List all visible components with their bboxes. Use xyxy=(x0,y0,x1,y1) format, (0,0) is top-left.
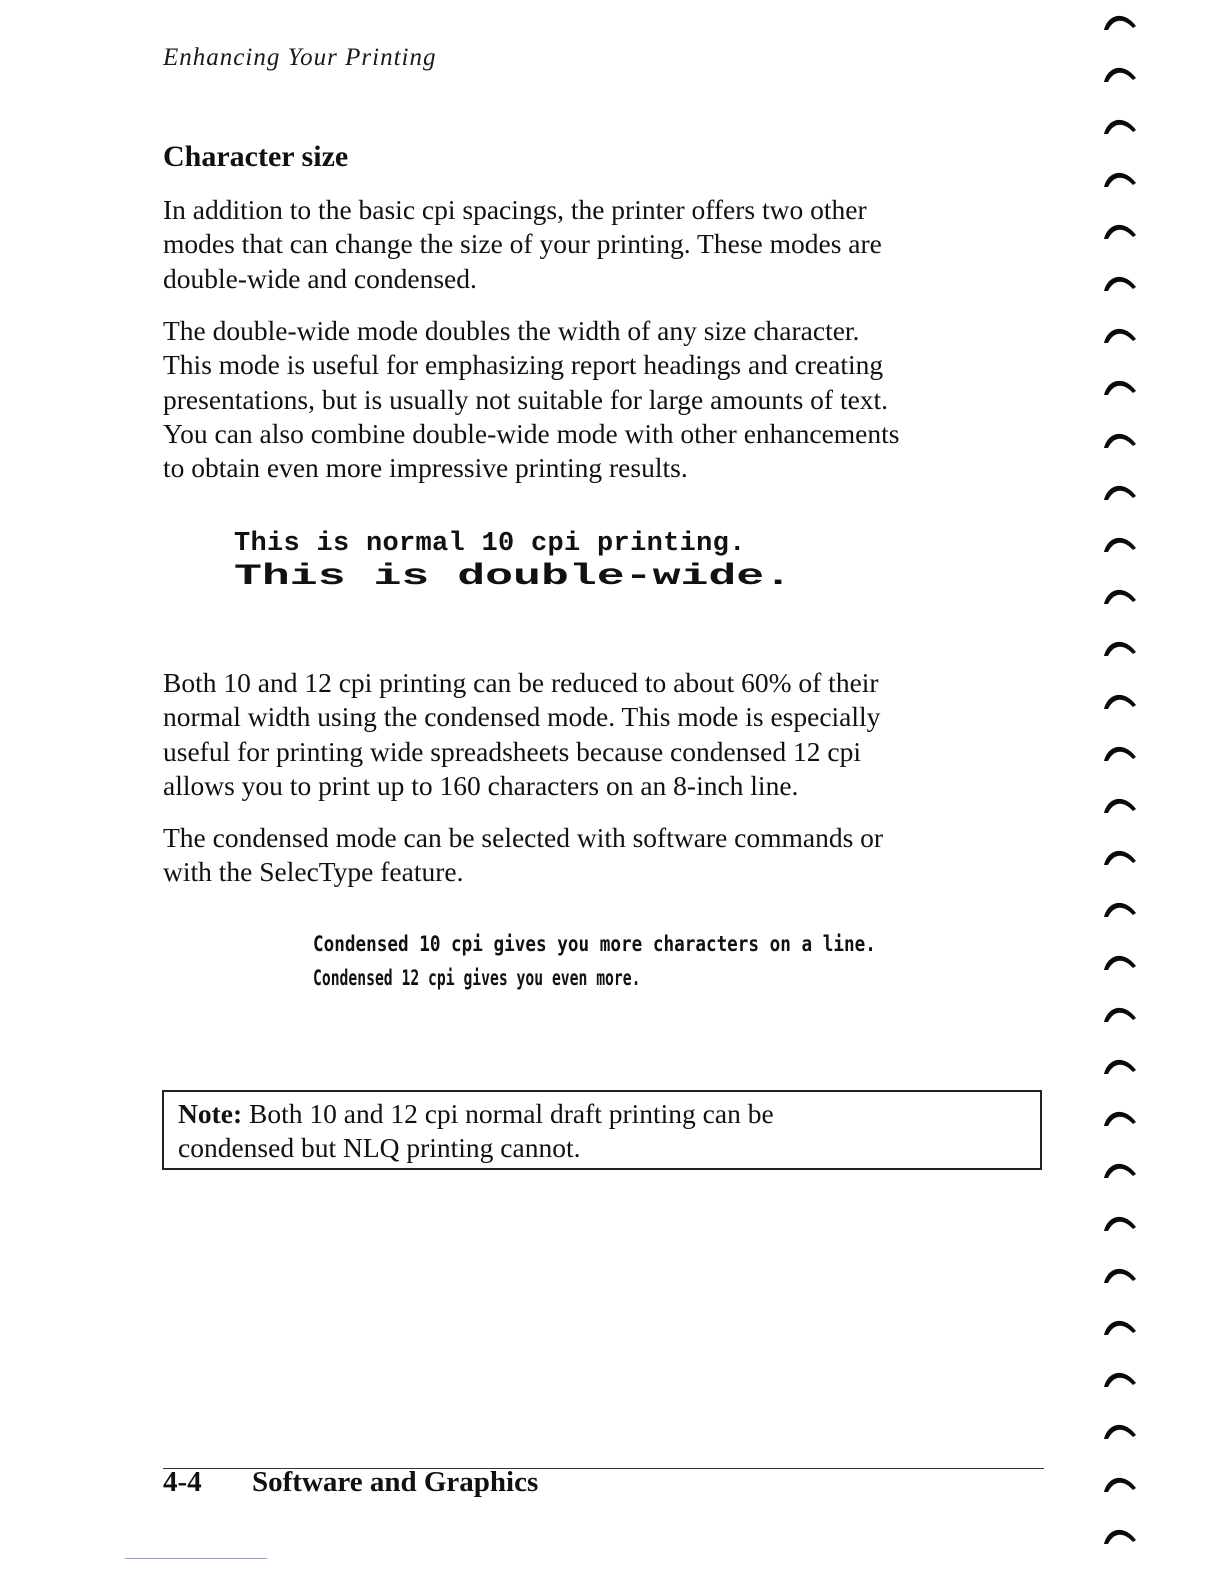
sample-condensed-10cpi: Condensed 10 cpi gives you more characters on a line. xyxy=(313,932,876,956)
binding-ring xyxy=(1100,634,1140,658)
running-head: Enhancing Your Printing xyxy=(163,44,437,71)
binding-ring xyxy=(1100,1104,1140,1128)
binding-ring xyxy=(1100,582,1140,606)
binding-ring xyxy=(1100,739,1140,763)
text-line: The condensed mode can be selected with software commands or xyxy=(163,822,884,853)
binding-ring xyxy=(1100,1000,1140,1024)
paragraph-selectype xyxy=(163,821,1053,890)
binding-ring xyxy=(1100,1313,1140,1337)
binding-ring xyxy=(1100,1052,1140,1076)
footer-section-title: Software and Graphics xyxy=(252,1466,539,1498)
scan-mark xyxy=(125,1558,267,1559)
paragraph-condensed xyxy=(163,666,1053,803)
text-line: normal width using the condensed mode. This mode is especially xyxy=(163,701,881,733)
binding-ring xyxy=(1100,217,1140,241)
binding-ring xyxy=(1100,895,1140,919)
binding-ring xyxy=(1100,321,1140,345)
text-line: allows you to print up to 160 characters on an 8-inch line. xyxy=(163,769,799,801)
binding-ring xyxy=(1100,1156,1140,1180)
binding-ring xyxy=(1100,791,1140,815)
binding-ring xyxy=(1100,269,1140,293)
binding-ring xyxy=(1100,1522,1140,1546)
sample-double-wide: This is double-wide. xyxy=(234,560,793,594)
sample-condensed-12cpi: Condensed 12 cpi gives you even more. xyxy=(313,966,641,990)
text-line: This mode is useful for emphasizing report headings and creating xyxy=(163,349,884,381)
text-line: In addition to the basic cpi spacings, the printer offers two other xyxy=(163,194,867,225)
binding-ring xyxy=(1100,373,1140,397)
binding-ring xyxy=(1100,112,1140,136)
text-line: Both 10 and 12 cpi printing can be reduced to about 60% of their xyxy=(163,667,879,698)
binding-ring xyxy=(1100,1417,1140,1441)
binding-ring xyxy=(1100,1261,1140,1285)
section-heading: Character size xyxy=(163,140,349,173)
paragraph-double-wide xyxy=(163,314,1053,485)
note-label: Note: xyxy=(178,1098,243,1129)
note-line-2: condensed but NLQ printing cannot. xyxy=(178,1132,581,1163)
binding-ring xyxy=(1100,948,1140,972)
text-line: You can also combine double-wide mode with other enhancements xyxy=(163,417,900,449)
text-line: double-wide and condensed. xyxy=(163,262,477,294)
paragraph-intro xyxy=(163,193,1053,296)
binding-ring xyxy=(1100,687,1140,711)
text-line: The double-wide mode doubles the width of any size character. xyxy=(163,315,860,346)
text-line: to obtain even more impressive printing results. xyxy=(163,452,688,484)
binding-ring xyxy=(1100,8,1140,32)
text-line: modes that can change the size of your printing. These modes are xyxy=(163,228,882,260)
page-number: 4-4 xyxy=(163,1466,202,1498)
binding-ring xyxy=(1100,60,1140,84)
binding-ring xyxy=(1100,1365,1140,1389)
sample-normal-10cpi: This is normal 10 cpi printing. xyxy=(234,529,746,559)
binding-ring xyxy=(1100,530,1140,554)
binding-ring xyxy=(1100,478,1140,502)
binding-ring xyxy=(1100,1209,1140,1233)
binding-ring xyxy=(1100,165,1140,189)
binding-ring xyxy=(1100,843,1140,867)
binding-ring xyxy=(1100,426,1140,450)
note-line-1: Both 10 and 12 cpi normal draft printing can be xyxy=(242,1098,774,1129)
text-line: with the SelecType feature. xyxy=(163,856,464,888)
binding-ring xyxy=(1100,1470,1140,1494)
text-line: presentations, but is usually not suitable for large amounts of text. xyxy=(163,383,889,415)
note-text xyxy=(178,1097,774,1165)
spiral-binding xyxy=(1100,0,1150,1584)
text-line: useful for printing wide spreadsheets because condensed 12 cpi xyxy=(163,735,861,767)
